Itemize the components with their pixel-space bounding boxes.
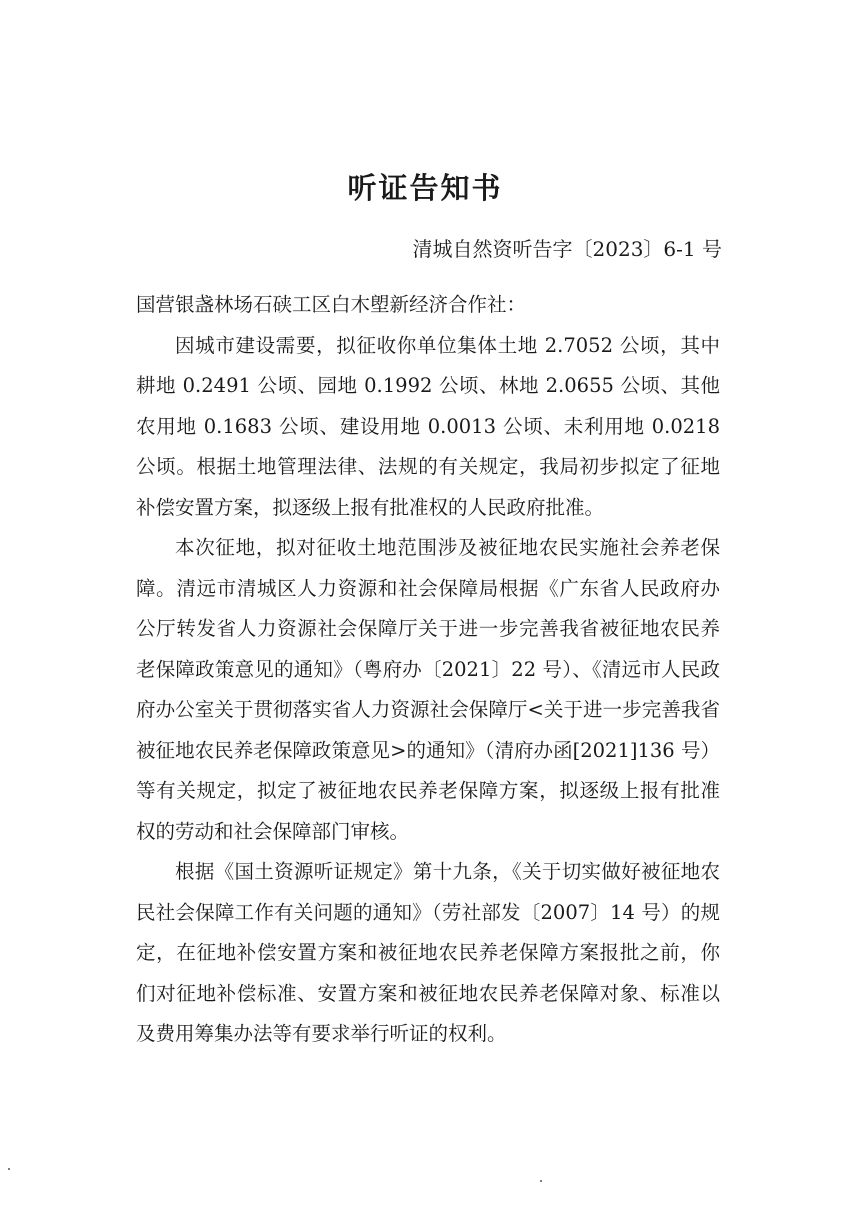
paragraph-land-acquisition: 因城市建设需要，拟征收你单位集体土地 2.7052 公顷，其中耕地 0.2491 公顷、园地 0.1992 公顷、林地 2.0655 公顷、其他农用地 0.1683 公顷、建设用地 0.0013 公顷、未利用地 0.0218 公顷。根据土地管理法律、法规的有关规定，我局初步拟定了征地补偿安置方案，拟逐级上报有批准权的人民政府批准。 (136, 333, 720, 519)
scan-speck (540, 1180, 542, 1182)
scan-speck (8, 1168, 10, 1170)
document-number: 清城自然资听告字〔2023〕6-1 号 (412, 237, 722, 261)
salutation: 国营银盏林场石硖工区白木塱新经济合作社： (136, 293, 527, 316)
document-title: 听证告知书 (347, 171, 503, 205)
paragraph-pension-security: 本次征地，拟对征收土地范围涉及被征地农民实施社会养老保障。清远市清城区人力资源和社会保障局根据《广东省人民政府办公厅转发省人力资源社会保障厅关于进一步完善我省被征地农民养老保障政策意见的通知》（粤府办〔2021〕22 号）、《清远市人民政府办公室关于贯彻落实省人力资源社会保障厅<关于进一步完善我省被征地农民养老保障政策意见>的通知》（清府办函[2021]136 号）等有关规定，拟定了被征地农民养老保障方案，拟逐级上报有批准权的劳动和社会保障部门审核。 (136, 536, 720, 843)
paragraph-hearing-rights: 根据《国土资源听证规定》第十九条，《关于切实做好被征地农民社会保障工作有关问题的通知》（劳社部发〔2007〕14 号）的规定，在征地补偿安置方案和被征地农民养老保障方案报批之前，你们对征地补偿标准、安置方案和被征地农民养老保障对象、标准以及费用筹集办法等有要求举行听证的权利。 (136, 860, 720, 1045)
document-body (136, 285, 720, 1055)
